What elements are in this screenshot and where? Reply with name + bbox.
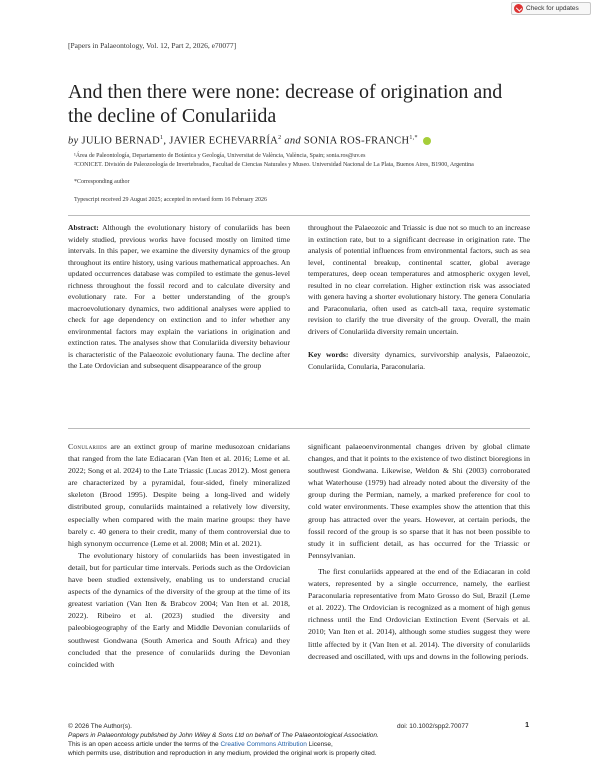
footer-doi[interactable]: doi: 10.1002/spp2.70077 — [397, 723, 469, 730]
footer-publisher-line — [68, 731, 538, 740]
body-paragraph-3: significant palaeoenvironmental changes driven by global climate changes, and that it points to the existence of two distinct bioregions in southwest Gondwana. Likewise, Weldon & Shi (2003) corroborated what Waterhouse (1979) had already noted about the diversity of the group during the Permian, namely, a marked preference for cool to cold water environments. These examples show the attention that this group has attracted over the years. However, at certain periods, the fossil record of the group is so sparse that it has not been possible to study it in sufficient detail, as has occurred for the Triassic or Pennsylvanian. — [308, 442, 530, 560]
author-1: JULIO BERNAD — [81, 135, 161, 147]
abstract-label: Abstract: — [68, 223, 99, 232]
keywords-label: Key words: — [308, 350, 349, 359]
author-3: SONIA ROS-FRANCH — [303, 135, 410, 147]
body-left-column — [68, 441, 290, 671]
authors-and: and — [284, 135, 301, 147]
check-updates-label: Check for updates — [526, 5, 579, 12]
body-paragraph-1 — [68, 441, 290, 550]
body-paragraph-1-text: are an extinct group of marine medusozoan cnidarians that ranged from the late Ediacaran (Van Iten et al. 2016; Leme et al. 2022; Song et al. 2024) to the Late Triassic (Lucas 2012). Most genera are characterized by a pyramidal, four-sided, finely mineralized skeleton (Brood 1995). Despite being a long-lived and widely distributed group, conulariids maintained a relatively low diversity, especially when compared with the main marine groups: they have barely c. 40 genera to their credit, many of them controversial due to high synonym occurrence (Leme et al. 2008; Min et al. 2021). — [68, 442, 290, 548]
body-paragraph-2: The evolutionary history of conulariids has been investigated in detail, but for particular time intervals. Periods such as the Ordovician have been studied extensively, enabling us to understand crucial aspects of the dynamics of the diversity of the group at the time of its greatest variation (Van Iten & Brabcov 2004; Van Iten et al. 2018, 2022). Ribeiro et al. (2023) studied the diversity and paleobiogeography of the Early and Middle Devonian conulariids of southwest Gondwana (South America and South Africa) and they concluded that the presence of conulariids during the Devonian coincided with — [68, 550, 290, 669]
check-updates-icon — [514, 4, 523, 13]
affiliation-1: ¹Área de Paleontología, Departamento de Botánica y Geología, Universitat de València, València, Spain; sonia.ros@uv.es — [74, 153, 366, 159]
author-2: JAVIER ECHEVARRÍA — [169, 135, 279, 147]
author-2-sup: 2 — [278, 135, 282, 141]
typescript-dates: Typescript received 29 August 2025; accepted in revised form 16 February 2026 — [74, 197, 268, 203]
body-paragraph-4: The first conulariids appeared at the end of the Ediacaran in cold waters, represented by a single occurrence, namely, the earliest Paraconularia representative from Mato Grosso do Sul, Brazil (Leme et al. 2022). The Ordovician is recognized as a moment of high genus richness until the End Ordovician Extinction Event (Servais et al. 2010; Van Iten et al. 2014), although some studies suggest they were little affected by it (Van Iten et al. 2014). The diversity of conulariids decreased and oscillated, with ups and downs in the following periods. — [308, 566, 530, 661]
author-3-sup: 1,* — [409, 135, 418, 141]
orcid-icon[interactable] — [423, 137, 431, 145]
abstract-left-column — [68, 222, 290, 372]
author-line — [68, 135, 431, 147]
abstract-text-left: Although the evolutionary history of conulariids has been widely studied, previous works have focused mostly on limited time intervals. In this paper, we examine the diversity dynamics of the group throughout its entire history, using various mathematical approaches. An updated occurrences database was compiled to estimate the genus-level richness throughout the fossil record and to calculate diversity and evolutionary rate. For a better understanding of the group's macroevolutionary dynamics, two additional analyses were applied to check for age dependency on extinction and to infer whether any environmental factors may explain the variations in origination and extinction rates. The analyses show that Conulariida diversity behaviour is characteristic of the Palaeozoic evolutionary fauna. The decline after the Late Ordovician and subsequent disappearance of the group — [68, 223, 290, 370]
authors-prefix: by — [68, 135, 79, 147]
keywords-text: diversity dynamics, survivorship analysis, Palaeozoic, Conulariida, Conularia, Paraconularia. — [308, 350, 530, 371]
affiliation-2: ²CONICET. División de Paleozoología de Invertebrados, Facultad de Ciencias Naturales y Museo. Universidad Nacional de La Plata, Buenos Aires, B1900, Argentina — [74, 162, 474, 168]
footer-copyright: © 2026 The Author(s). — [68, 723, 132, 730]
footer-license-line — [68, 740, 538, 749]
footer-license-text-a: This is an open access article under the terms of the — [68, 741, 219, 748]
check-for-updates-button[interactable] — [511, 2, 591, 15]
abstract-divider — [68, 428, 530, 429]
body-right-column — [308, 441, 530, 663]
creative-commons-link[interactable]: Creative Commons Attribution — [220, 741, 307, 748]
lead-word: Conulariids — [68, 442, 108, 451]
keywords — [308, 349, 530, 372]
author-1-sup: 1 — [160, 135, 164, 141]
abstract-text-right: throughout the Palaeozoic and Triassic is due not so much to an increase in extinction rate, but to a significant decrease in origination rate. The analysis of potential influences from environmental factors, such as sea level, continental breakup, continental scatter, global average temperatures, deep ocean temperatures and atmospheric oxygen level, resulted in no clear correlation. Higher extinction risk was associated with genera having a shorter evolutionary history. The genera Conularia and Paraconularia, often used as catch-all taxa, require systematic revision to clarify the true diversity of the group. Overall, the main drivers of Conulariida diversity remain uncertain. — [308, 223, 530, 336]
footer-license — [68, 731, 538, 758]
footer-permissions-line: which permits use, distribution and reproduction in any medium, provided the original work is properly cited. — [68, 750, 377, 757]
page-number: 1 — [525, 722, 529, 729]
corresponding-author-note: *Corresponding author — [74, 179, 130, 185]
footer-license-text-b: License, — [308, 741, 333, 748]
top-divider — [68, 215, 530, 216]
article-title: And then there were none: decrease of origination and the decline of Conulariida — [68, 81, 503, 127]
author-separator: , — [163, 135, 167, 147]
abstract-right-column — [308, 222, 530, 372]
journal-reference: [Papers in Palaeontology, Vol. 12, Part 2, 2026, e70077] — [68, 41, 237, 50]
footer-publisher-text: Papers in Palaeontology published by John Wiley & Sons Ltd on behalf of The Palaeontological Association. — [68, 732, 379, 739]
